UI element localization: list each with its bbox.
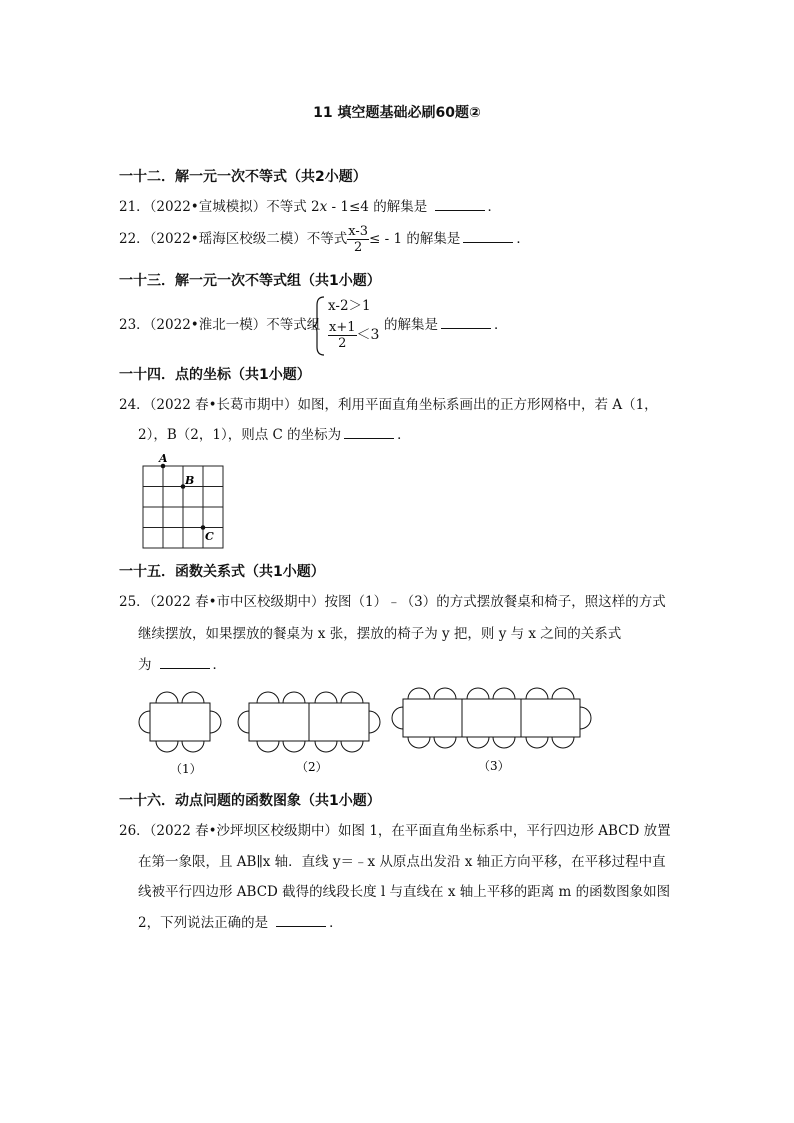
q24-line2: 2），B（2，1），则点 C 的坐标为 xyxy=(138,427,342,443)
tables-chairs-figure xyxy=(130,682,610,782)
answer-blank-25[interactable] xyxy=(160,656,210,669)
q26-line4-row xyxy=(138,913,343,933)
section-heading-14: 一十四．点的坐标（共1小题） xyxy=(119,367,311,383)
section-heading-16: 一十六．动点问题的函数图象（共1小题） xyxy=(119,793,381,809)
q23-numerator: x+1 xyxy=(329,320,356,335)
q22-end: ． xyxy=(516,231,530,247)
q22-numerator: x-3 xyxy=(348,224,369,239)
question-23 xyxy=(119,315,320,335)
caption-1: （1） xyxy=(170,762,202,776)
answer-blank-26[interactable] xyxy=(276,914,326,927)
label-c: C xyxy=(205,530,214,543)
caption-3: （3） xyxy=(478,759,510,773)
coordinate-grid-figure xyxy=(136,450,236,552)
q23-prefix: 23．（2022•淮北一模）不等式组 xyxy=(119,317,321,333)
q26-line1: 26．（2022 春•沙坪坝区校级期中）如图 1，在平面直角坐标系中，平行四边形 ABCD 放置 xyxy=(119,823,671,839)
q26-line4: 2，下列说法正确的是 xyxy=(138,915,269,931)
q25-line1: 25．（2022 春•市中区校级期中）按图（1）﹣（3）的方式摆放餐桌和椅子，照这样的方式 xyxy=(119,594,666,610)
section-heading-15: 一十五．函数关系式（共1小题） xyxy=(119,564,325,580)
q24-end: ． xyxy=(397,427,411,443)
q23-fraction xyxy=(328,320,379,351)
q23-line1: x-2＞1 xyxy=(328,298,371,314)
answer-blank-22[interactable] xyxy=(463,230,513,243)
question-22 xyxy=(119,224,530,255)
answer-blank-24[interactable] xyxy=(344,426,394,439)
q24-line2-row xyxy=(138,425,411,445)
q26-line2: 在第一象限，且 AB∥x 轴．直线 y＝﹣x 从原点出发沿 x 轴正方向平移，在平移过程中直 xyxy=(138,854,666,870)
q21-var: x xyxy=(319,199,328,215)
q21-prefix: 21．（2022•宣城模拟）不等式 2 xyxy=(119,199,320,215)
left-brace xyxy=(312,295,326,357)
q25-line3-row xyxy=(138,655,226,675)
page-title: 11 填空题基础必刷60题② xyxy=(313,105,481,121)
q22-denominator: 2 xyxy=(354,240,363,255)
q23-denominator: 2 xyxy=(338,336,347,351)
q26-end: ． xyxy=(329,915,343,931)
q24-line1: 24．（2022 春•长葛市期中）如图，利用平面直角坐标系画出的正方形网格中，若 A（1， xyxy=(119,397,658,413)
section-heading-12: 一十二．解一元一次不等式（共2小题） xyxy=(119,169,367,185)
q23-tail xyxy=(384,315,508,335)
answer-blank-23[interactable] xyxy=(441,316,491,329)
label-a: A xyxy=(159,452,168,465)
q23-end: ． xyxy=(494,317,508,333)
q23-suffix: 的解集是 xyxy=(384,317,438,333)
section-heading-13: 一十三．解一元一次不等式组（共1小题） xyxy=(119,273,381,289)
q21-end: ． xyxy=(487,199,501,215)
label-b: B xyxy=(185,474,195,487)
q23-lt: ＜3 xyxy=(356,327,380,343)
q25-line3: 为 xyxy=(138,657,152,673)
q21-suffix: - 1≤4 的解集是 xyxy=(327,199,428,215)
q25-end: ． xyxy=(212,657,226,673)
q26-line3: 线被平行四边形 ABCD 截得的线段长度 l 与直线在 x 轴上平移的距离 m 的函数图象如图 xyxy=(138,884,671,900)
q22-suffix: ≤ - 1 的解集是 xyxy=(369,231,461,247)
caption-2: （2） xyxy=(296,760,328,774)
q22-fraction xyxy=(347,224,369,255)
q25-line2: 继续摆放，如果摆放的餐桌为 x 张，摆放的椅子为 y 把，则 y 与 x 之间的关系式 xyxy=(138,626,622,642)
q22-prefix: 22．（2022•瑶海区校级二模）不等式 xyxy=(119,231,348,247)
answer-blank-21[interactable] xyxy=(435,198,485,211)
question-21 xyxy=(119,197,501,217)
